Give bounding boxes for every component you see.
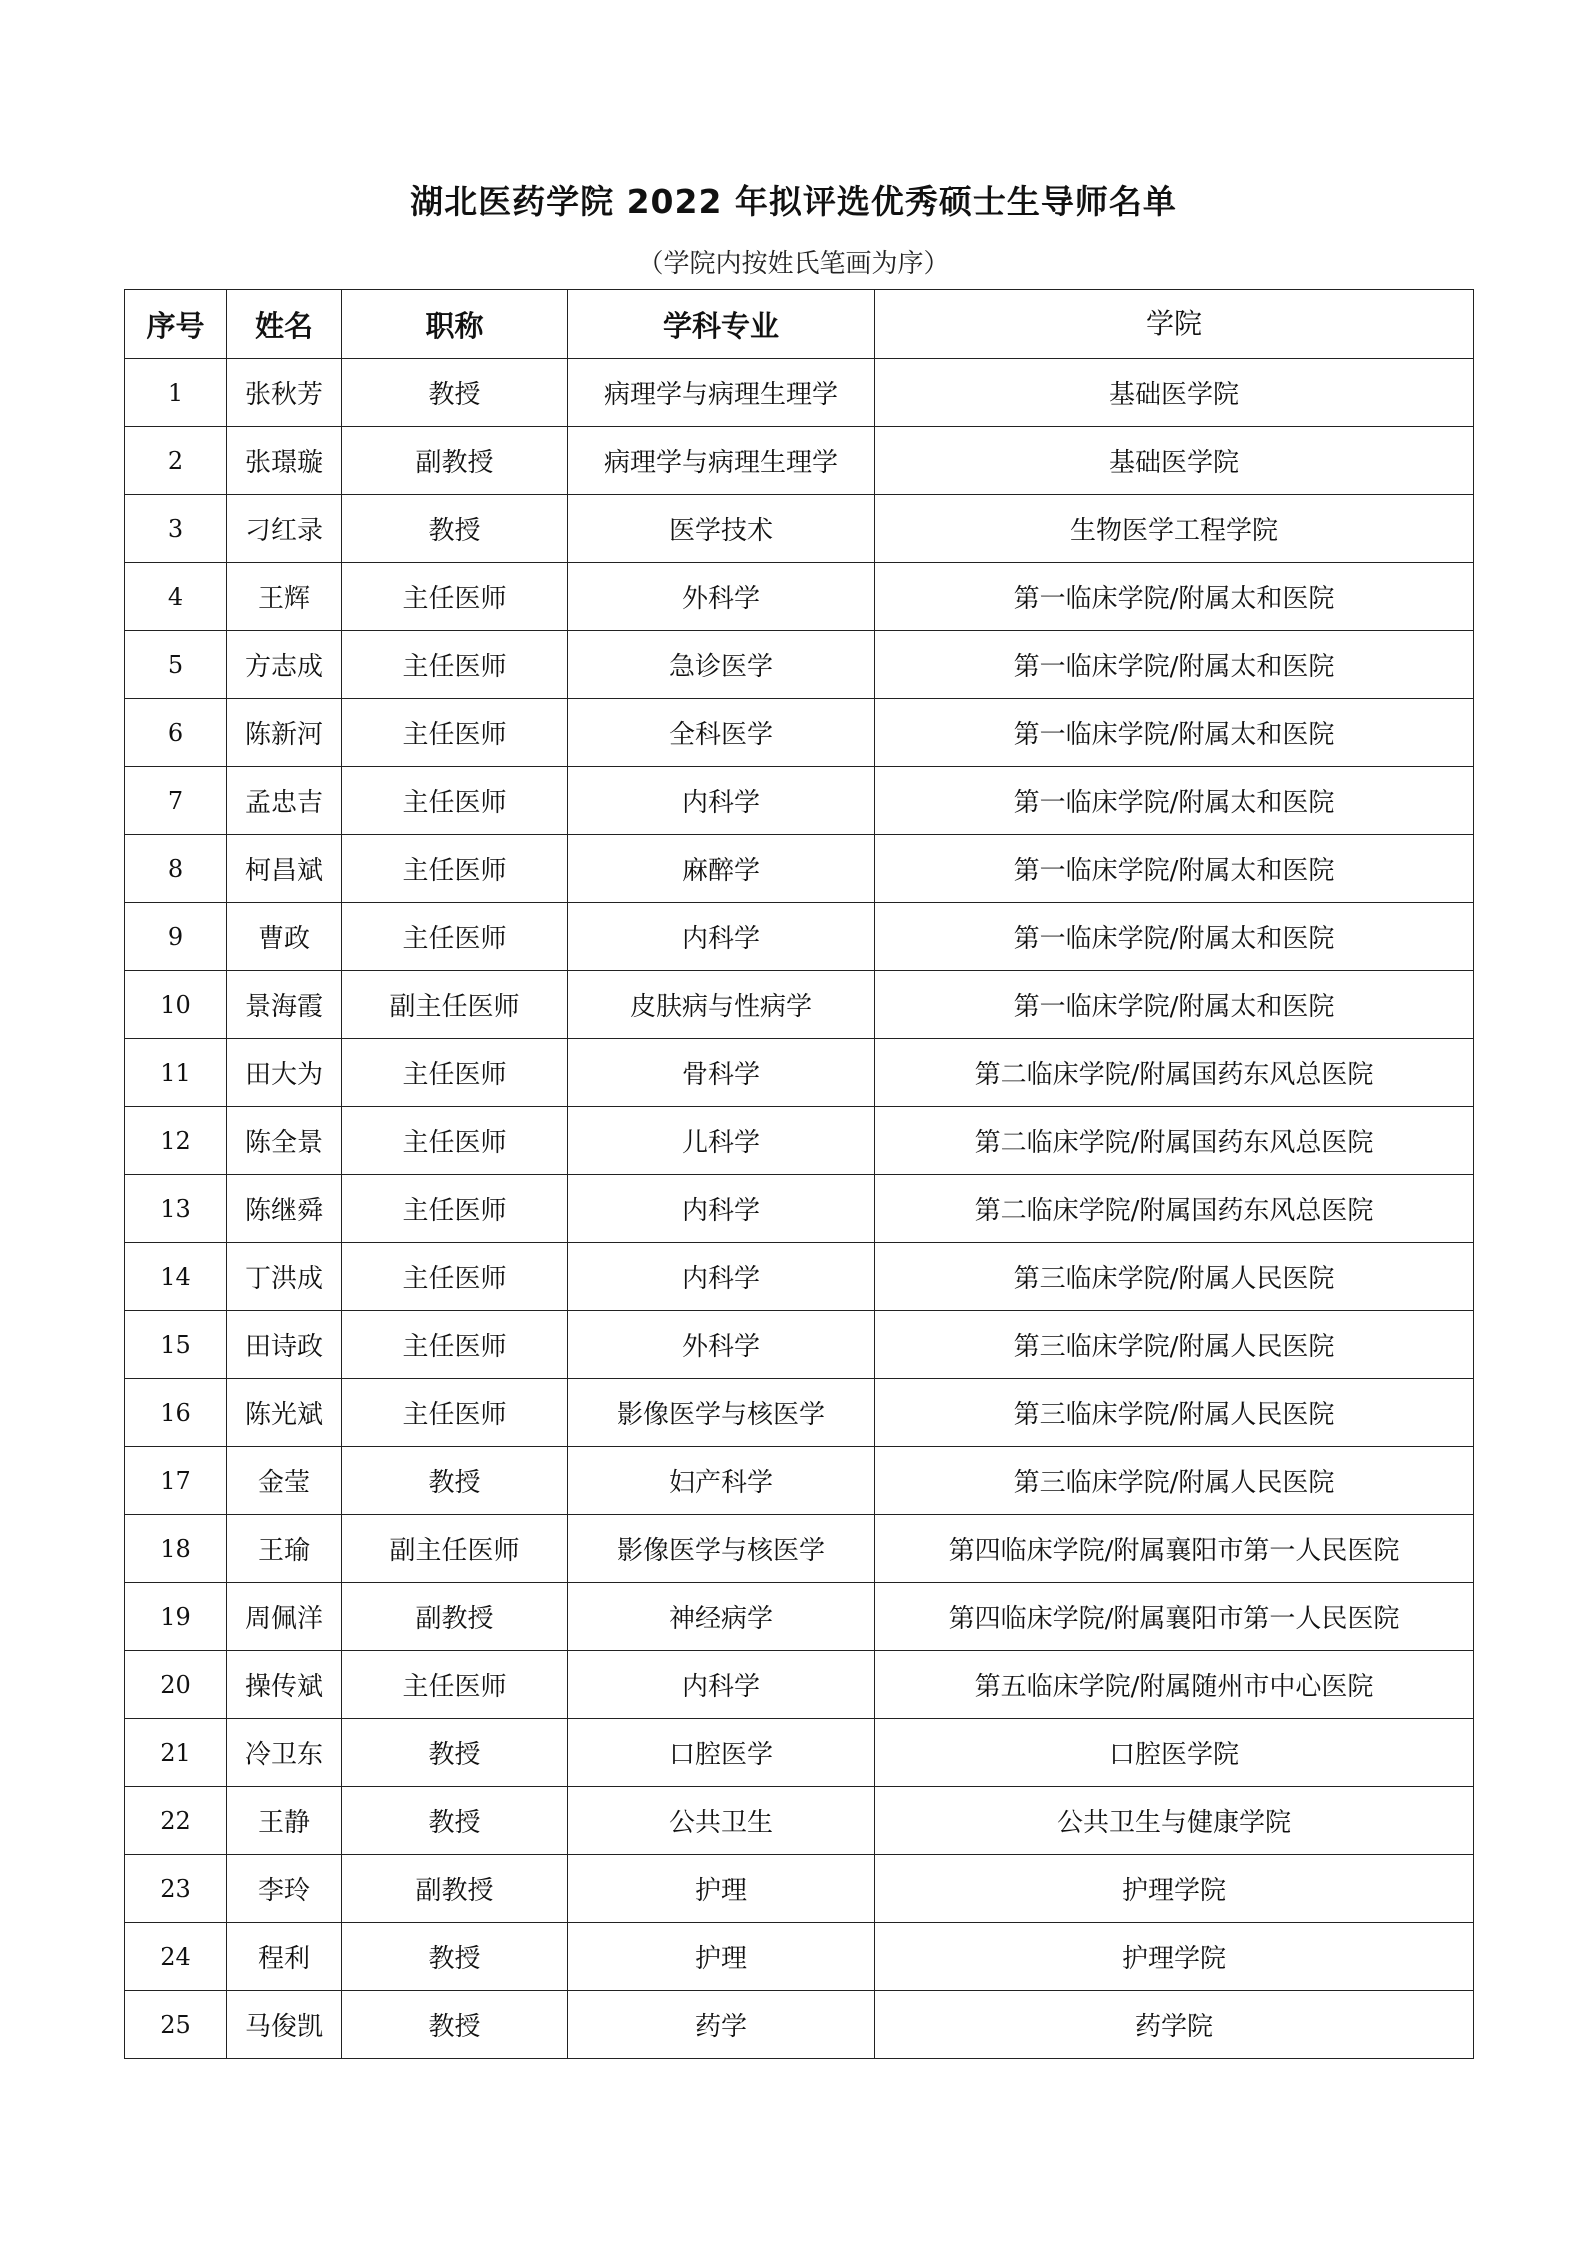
cell-no: 13 bbox=[125, 1175, 227, 1243]
cell-name: 田诗政 bbox=[227, 1311, 342, 1379]
table-row bbox=[125, 1515, 1474, 1583]
cell-title: 主任医师 bbox=[342, 563, 568, 631]
cell-title: 副主任医师 bbox=[342, 971, 568, 1039]
cell-no: 14 bbox=[125, 1243, 227, 1311]
document-title: 湖北医药学院 2022 年拟评选优秀硕士生导师名单 bbox=[410, 182, 1177, 221]
table-row bbox=[125, 903, 1474, 971]
cell-no: 8 bbox=[125, 835, 227, 903]
cell-no: 11 bbox=[125, 1039, 227, 1107]
cell-name: 陈光斌 bbox=[227, 1379, 342, 1447]
cell-major: 药学 bbox=[568, 1991, 875, 2059]
table-row bbox=[125, 359, 1474, 427]
cell-title: 主任医师 bbox=[342, 1311, 568, 1379]
table-row bbox=[125, 767, 1474, 835]
table-row bbox=[125, 971, 1474, 1039]
header-no: 序号 bbox=[125, 290, 227, 359]
table-row bbox=[125, 1039, 1474, 1107]
cell-major: 影像医学与核医学 bbox=[568, 1515, 875, 1583]
cell-major: 病理学与病理生理学 bbox=[568, 427, 875, 495]
cell-name: 田大为 bbox=[227, 1039, 342, 1107]
cell-no: 25 bbox=[125, 1991, 227, 2059]
cell-college: 护理学院 bbox=[875, 1923, 1474, 1991]
cell-major: 内科学 bbox=[568, 1175, 875, 1243]
cell-major: 全科医学 bbox=[568, 699, 875, 767]
cell-title: 主任医师 bbox=[342, 1651, 568, 1719]
cell-name: 张秋芳 bbox=[227, 359, 342, 427]
cell-college: 第四临床学院/附属襄阳市第一人民医院 bbox=[875, 1515, 1474, 1583]
cell-name: 陈全景 bbox=[227, 1107, 342, 1175]
cell-name: 柯昌斌 bbox=[227, 835, 342, 903]
cell-college: 基础医学院 bbox=[875, 359, 1474, 427]
table-row bbox=[125, 1719, 1474, 1787]
cell-name: 方志成 bbox=[227, 631, 342, 699]
header-row bbox=[125, 290, 1474, 359]
cell-no: 21 bbox=[125, 1719, 227, 1787]
cell-title: 主任医师 bbox=[342, 631, 568, 699]
table-row bbox=[125, 1583, 1474, 1651]
cell-name: 王静 bbox=[227, 1787, 342, 1855]
cell-college: 第四临床学院/附属襄阳市第一人民医院 bbox=[875, 1583, 1474, 1651]
cell-name: 曹政 bbox=[227, 903, 342, 971]
table-row bbox=[125, 1243, 1474, 1311]
header-college: 学院 bbox=[875, 290, 1474, 359]
cell-major: 外科学 bbox=[568, 1311, 875, 1379]
supervisor-table bbox=[124, 289, 1474, 2059]
cell-college: 第一临床学院/附属太和医院 bbox=[875, 631, 1474, 699]
cell-major: 骨科学 bbox=[568, 1039, 875, 1107]
table-row bbox=[125, 631, 1474, 699]
table-row bbox=[125, 1991, 1474, 2059]
table-body bbox=[125, 359, 1474, 2059]
document-subtitle: （学院内按姓氏笔画为序） bbox=[637, 249, 950, 279]
cell-college: 第一临床学院/附属太和医院 bbox=[875, 971, 1474, 1039]
cell-major: 病理学与病理生理学 bbox=[568, 359, 875, 427]
cell-name: 金莹 bbox=[227, 1447, 342, 1515]
cell-title: 教授 bbox=[342, 1719, 568, 1787]
table-header bbox=[125, 290, 1474, 359]
cell-title: 主任医师 bbox=[342, 1107, 568, 1175]
header-name: 姓名 bbox=[227, 290, 342, 359]
cell-no: 22 bbox=[125, 1787, 227, 1855]
cell-title: 副教授 bbox=[342, 1855, 568, 1923]
cell-title: 教授 bbox=[342, 1447, 568, 1515]
cell-college: 公共卫生与健康学院 bbox=[875, 1787, 1474, 1855]
cell-major: 神经病学 bbox=[568, 1583, 875, 1651]
table-row bbox=[125, 1651, 1474, 1719]
cell-college: 第一临床学院/附属太和医院 bbox=[875, 903, 1474, 971]
cell-no: 6 bbox=[125, 699, 227, 767]
cell-major: 皮肤病与性病学 bbox=[568, 971, 875, 1039]
cell-no: 17 bbox=[125, 1447, 227, 1515]
cell-title: 主任医师 bbox=[342, 903, 568, 971]
table-row bbox=[125, 427, 1474, 495]
cell-name: 刁红录 bbox=[227, 495, 342, 563]
cell-title: 主任医师 bbox=[342, 767, 568, 835]
cell-title: 主任医师 bbox=[342, 1379, 568, 1447]
cell-no: 18 bbox=[125, 1515, 227, 1583]
cell-no: 20 bbox=[125, 1651, 227, 1719]
cell-college: 第五临床学院/附属随州市中心医院 bbox=[875, 1651, 1474, 1719]
cell-title: 主任医师 bbox=[342, 1175, 568, 1243]
cell-major: 医学技术 bbox=[568, 495, 875, 563]
cell-name: 景海霞 bbox=[227, 971, 342, 1039]
cell-major: 内科学 bbox=[568, 903, 875, 971]
table-row bbox=[125, 1787, 1474, 1855]
cell-college: 生物医学工程学院 bbox=[875, 495, 1474, 563]
cell-college: 第一临床学院/附属太和医院 bbox=[875, 767, 1474, 835]
cell-major: 影像医学与核医学 bbox=[568, 1379, 875, 1447]
cell-major: 公共卫生 bbox=[568, 1787, 875, 1855]
cell-major: 内科学 bbox=[568, 1243, 875, 1311]
cell-name: 程利 bbox=[227, 1923, 342, 1991]
cell-no: 19 bbox=[125, 1583, 227, 1651]
cell-title: 教授 bbox=[342, 1923, 568, 1991]
cell-title: 教授 bbox=[342, 1991, 568, 2059]
cell-name: 丁洪成 bbox=[227, 1243, 342, 1311]
cell-name: 冷卫东 bbox=[227, 1719, 342, 1787]
cell-college: 第三临床学院/附属人民医院 bbox=[875, 1447, 1474, 1515]
cell-major: 内科学 bbox=[568, 767, 875, 835]
cell-title: 主任医师 bbox=[342, 1039, 568, 1107]
cell-major: 外科学 bbox=[568, 563, 875, 631]
cell-name: 张璟璇 bbox=[227, 427, 342, 495]
cell-title: 副主任医师 bbox=[342, 1515, 568, 1583]
cell-title: 副教授 bbox=[342, 427, 568, 495]
table-row bbox=[125, 1379, 1474, 1447]
header-major: 学科专业 bbox=[568, 290, 875, 359]
cell-title: 教授 bbox=[342, 1787, 568, 1855]
cell-no: 1 bbox=[125, 359, 227, 427]
cell-no: 4 bbox=[125, 563, 227, 631]
cell-no: 10 bbox=[125, 971, 227, 1039]
cell-no: 12 bbox=[125, 1107, 227, 1175]
cell-name: 陈继舜 bbox=[227, 1175, 342, 1243]
cell-name: 王瑜 bbox=[227, 1515, 342, 1583]
cell-major: 护理 bbox=[568, 1923, 875, 1991]
cell-college: 第一临床学院/附属太和医院 bbox=[875, 835, 1474, 903]
cell-college: 第二临床学院/附属国药东风总医院 bbox=[875, 1175, 1474, 1243]
cell-name: 孟忠吉 bbox=[227, 767, 342, 835]
cell-college: 护理学院 bbox=[875, 1855, 1474, 1923]
table-row bbox=[125, 1107, 1474, 1175]
cell-college: 基础医学院 bbox=[875, 427, 1474, 495]
cell-college: 药学院 bbox=[875, 1991, 1474, 2059]
cell-major: 护理 bbox=[568, 1855, 875, 1923]
cell-major: 妇产科学 bbox=[568, 1447, 875, 1515]
table-row bbox=[125, 835, 1474, 903]
cell-major: 儿科学 bbox=[568, 1107, 875, 1175]
cell-college: 第二临床学院/附属国药东风总医院 bbox=[875, 1039, 1474, 1107]
cell-title: 主任医师 bbox=[342, 699, 568, 767]
table-row bbox=[125, 1923, 1474, 1991]
cell-college: 第一临床学院/附属太和医院 bbox=[875, 699, 1474, 767]
header-title: 职称 bbox=[342, 290, 568, 359]
cell-no: 16 bbox=[125, 1379, 227, 1447]
cell-major: 内科学 bbox=[568, 1651, 875, 1719]
cell-college: 口腔医学院 bbox=[875, 1719, 1474, 1787]
cell-name: 李玲 bbox=[227, 1855, 342, 1923]
cell-name: 马俊凯 bbox=[227, 1991, 342, 2059]
cell-no: 2 bbox=[125, 427, 227, 495]
cell-title: 主任医师 bbox=[342, 835, 568, 903]
cell-title: 副教授 bbox=[342, 1583, 568, 1651]
cell-major: 急诊医学 bbox=[568, 631, 875, 699]
cell-no: 5 bbox=[125, 631, 227, 699]
cell-no: 9 bbox=[125, 903, 227, 971]
cell-college: 第一临床学院/附属太和医院 bbox=[875, 563, 1474, 631]
cell-title: 教授 bbox=[342, 359, 568, 427]
cell-name: 操传斌 bbox=[227, 1651, 342, 1719]
table-row bbox=[125, 699, 1474, 767]
cell-no: 15 bbox=[125, 1311, 227, 1379]
cell-college: 第二临床学院/附属国药东风总医院 bbox=[875, 1107, 1474, 1175]
cell-no: 7 bbox=[125, 767, 227, 835]
cell-name: 周佩洋 bbox=[227, 1583, 342, 1651]
table-row bbox=[125, 1311, 1474, 1379]
cell-major: 麻醉学 bbox=[568, 835, 875, 903]
cell-college: 第三临床学院/附属人民医院 bbox=[875, 1243, 1474, 1311]
cell-name: 王辉 bbox=[227, 563, 342, 631]
cell-college: 第三临床学院/附属人民医院 bbox=[875, 1311, 1474, 1379]
cell-no: 24 bbox=[125, 1923, 227, 1991]
table-row bbox=[125, 1855, 1474, 1923]
cell-name: 陈新河 bbox=[227, 699, 342, 767]
table-row bbox=[125, 1175, 1474, 1243]
cell-college: 第三临床学院/附属人民医院 bbox=[875, 1379, 1474, 1447]
cell-no: 23 bbox=[125, 1855, 227, 1923]
table-row bbox=[125, 1447, 1474, 1515]
table-row bbox=[125, 563, 1474, 631]
cell-major: 口腔医学 bbox=[568, 1719, 875, 1787]
cell-no: 3 bbox=[125, 495, 227, 563]
cell-title: 主任医师 bbox=[342, 1243, 568, 1311]
table-row bbox=[125, 495, 1474, 563]
cell-title: 教授 bbox=[342, 495, 568, 563]
